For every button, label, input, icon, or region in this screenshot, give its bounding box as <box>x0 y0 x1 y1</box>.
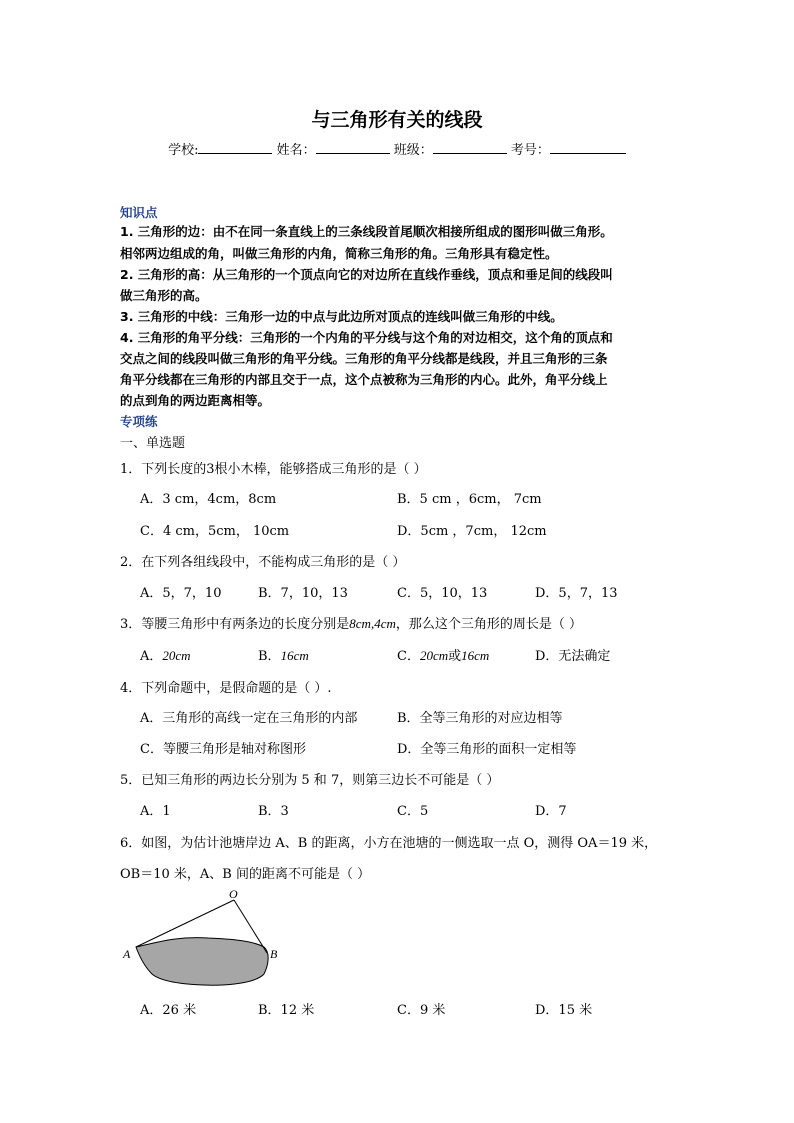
question-4-stem: 4．下列命题中，是假命题的是（ ）. <box>120 681 332 696</box>
practice-heading: 专项练 <box>120 414 158 429</box>
q2-option-d[interactable]: D．5，7，13 <box>535 586 618 601</box>
name-blank[interactable] <box>316 139 390 154</box>
q1-option-b[interactable]: B．5 cm ，6cm， 7cm <box>397 492 542 507</box>
knowledge-line: 3. 三角形的中线：三角形一边的中点与此边所对顶点的连线叫做三角形的中线。 <box>120 309 563 324</box>
q3-option-b-math: 16cm <box>280 648 309 663</box>
name-label: 姓名： <box>276 143 316 158</box>
q3-option-a-math: 20cm <box>162 648 191 663</box>
knowledge-line: 相邻两边组成的角，叫做三角形的内角，简称三角形的角。三角形具有稳定性。 <box>120 246 558 261</box>
q6-option-b[interactable]: B．12 米 <box>258 1003 315 1018</box>
knowledge-line: 交点之间的线段叫做三角形的角平分线。三角形的角平分线都是线段，并且三角形的三条 <box>120 351 608 366</box>
q6-option-a[interactable]: A．26 米 <box>140 1003 197 1018</box>
section-heading: 一、单选题 <box>120 436 186 451</box>
q3-option-c[interactable] <box>397 645 489 664</box>
q6-option-d[interactable]: D．15 米 <box>535 1003 593 1018</box>
q5-option-c[interactable]: C．5 <box>397 804 429 819</box>
question-2-stem: 2．在下列各组线段中，不能构成三角形的是（ ） <box>120 555 406 570</box>
label-b: B <box>270 947 278 961</box>
question-3-stem <box>120 613 582 632</box>
question-6-stem-line2: OB＝10 米，A、B 间的距离不可能是（ ） <box>120 867 371 882</box>
q3-option-c-prefix: C． <box>397 649 420 664</box>
student-info-row <box>0 139 794 158</box>
knowledge-line: 做三角形的高。 <box>120 288 208 303</box>
q2-option-a[interactable]: A．5，7，10 <box>140 586 222 601</box>
school-label: 学校: <box>168 143 199 158</box>
question-1-stem: 1．下列长度的3根小木棒，能够搭成三角形的是（ ） <box>120 462 427 477</box>
q3-option-a-prefix: A． <box>140 649 163 664</box>
q5-option-d[interactable]: D．7 <box>535 804 567 819</box>
q4-option-d[interactable]: D．全等三角形的面积一定相等 <box>397 742 577 757</box>
pond-shape <box>136 938 268 986</box>
knowledge-line: 1. 三角形的边：由不在同一条直线上的三条线段首尾顺次相接所组成的图形叫做三角形。 <box>120 224 613 239</box>
class-label: 班级： <box>393 143 433 158</box>
q3-option-c-math1: 20cm <box>419 648 449 663</box>
knowledge-line: 4. 三角形的角平分线：三角形的一个内角的平分线与这个角的对边相交，这个角的顶点和 <box>120 330 613 345</box>
school-blank[interactable] <box>198 139 272 154</box>
question-5-stem: 5．已知三角形的两边长分别为 5 和 7，则第三边长不可能是（ ） <box>120 773 500 788</box>
number-blank[interactable] <box>550 139 626 154</box>
q3-stem-math: 8cm,4cm <box>349 616 396 631</box>
number-label: 考号： <box>510 143 550 158</box>
knowledge-line: 2. 三角形的高：从三角形的一个顶点向它的对边所在直线作垂线，顶点和垂足间的线段叫 <box>120 267 613 282</box>
q3-option-b[interactable] <box>258 645 309 664</box>
q3-option-b-prefix: B． <box>258 649 281 664</box>
q4-option-a[interactable]: A．三角形的高线一定在三角形的内部 <box>140 711 358 726</box>
q3-stem-post: ，那么这个三角形的周长是（ ） <box>395 617 582 632</box>
q4-option-c[interactable]: C．等腰三角形是轴对称图形 <box>140 742 306 757</box>
knowledge-line: 角平分线都在三角形的内部且交于一点，这个点被称为三角形的内心。此外，角平分线上 <box>120 372 608 387</box>
q3-stem-pre: 3．等腰三角形中有两条边的长度分别是 <box>120 617 350 632</box>
label-a: A <box>123 947 131 961</box>
knowledge-heading: 知识点 <box>120 205 158 220</box>
q2-option-b[interactable]: B．7，10，13 <box>258 586 348 601</box>
class-blank[interactable] <box>433 139 507 154</box>
pond-figure <box>118 884 288 994</box>
q3-option-d[interactable]: D．无法确定 <box>535 649 611 664</box>
q5-option-b[interactable]: B．3 <box>258 804 289 819</box>
knowledge-line: 的点到角的两边距离相等。 <box>120 393 271 408</box>
q4-option-b[interactable]: B．全等三角形的对应边相等 <box>397 711 563 726</box>
page-title: 与三角形有关的线段 <box>311 109 483 131</box>
q3-option-a[interactable] <box>140 645 191 664</box>
label-o: O <box>229 887 238 901</box>
q1-option-a[interactable]: A．3 cm，4cm，8cm <box>140 492 277 507</box>
q3-option-c-mid: 或 <box>448 649 462 664</box>
q1-option-c[interactable]: C．4 cm，5cm， 10cm <box>140 524 290 539</box>
q5-option-a[interactable]: A．1 <box>140 804 171 819</box>
q2-option-c[interactable]: C．5，10，13 <box>397 586 488 601</box>
q6-option-c[interactable]: C．9 米 <box>397 1003 446 1018</box>
q1-option-d[interactable]: D．5cm ，7cm， 12cm <box>397 524 547 539</box>
q3-option-c-math2: 16cm <box>461 648 490 663</box>
question-6-stem-line1: 6．如图，为估计池塘岸边 A、B 的距离，小方在池塘的一侧选取一点 O，测得 OA＝19 米， <box>120 836 658 851</box>
